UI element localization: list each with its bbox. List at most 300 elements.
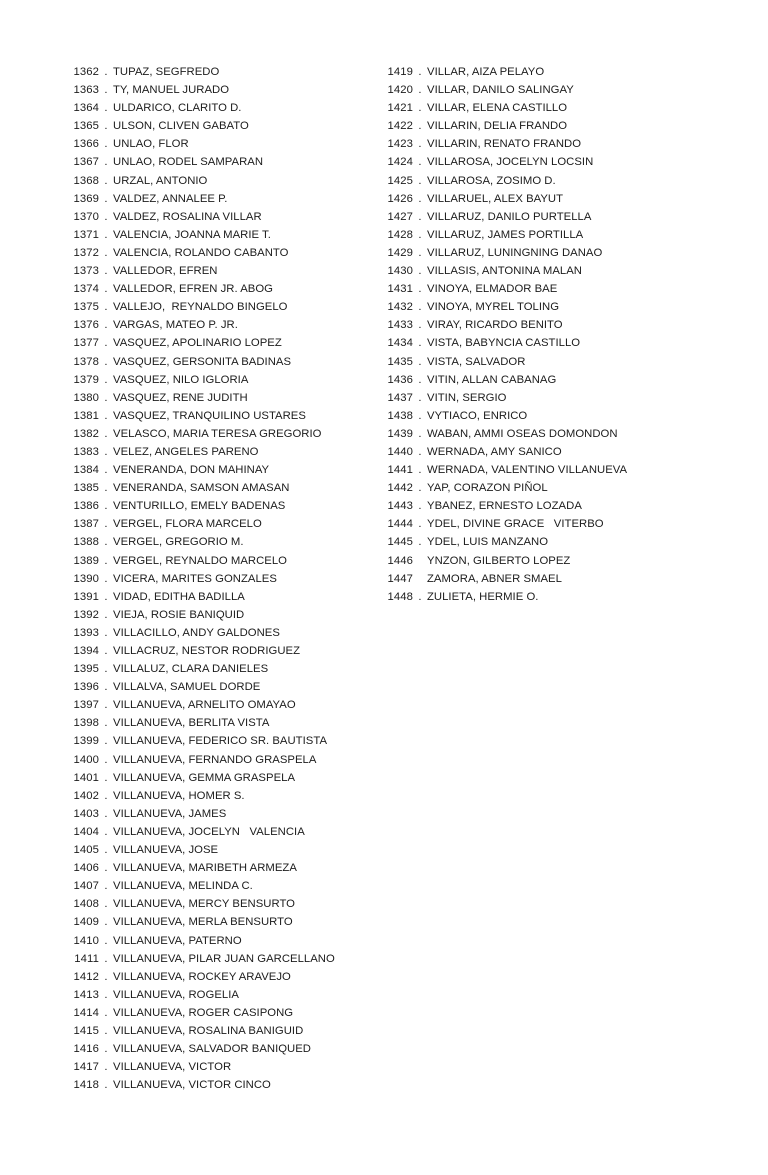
list-item [381,407,701,425]
list-item-name: WERNADA, AMY SANICO [427,445,562,458]
list-item-separator: . [104,500,108,513]
list-item-number: 1394 [73,645,99,657]
list-item-number: 1421 [387,102,413,115]
list-item [381,172,701,190]
list-item-separator: . [104,663,108,676]
list-item-separator: . [104,373,108,386]
list-item-number: 1426 [387,192,413,205]
list-item-name: VILLANUEVA, PILAR JUAN GARCELLANO [113,952,335,965]
list-item-number: 1363 [73,84,99,97]
list-item-separator: . [418,210,422,223]
name-list-column-left [67,63,367,1094]
list-item [67,986,367,1004]
list-item-separator: . [104,970,108,983]
list-item-number: 1370 [73,210,99,223]
list-item-name: YAP, CORAZON PIÑOL [427,482,548,495]
list-item-separator: . [104,554,108,567]
list-item-name: VIRAY, RICARDO BENITO [427,319,563,332]
list-item-separator: . [104,645,108,657]
list-item-separator: . [104,518,108,531]
list-item-name: ZULIETA, HERMIE O. [427,590,539,603]
list-item-name: UNLAO, RODEL SAMPARAN [113,156,264,169]
list-item [67,714,367,732]
list-item-separator: . [104,952,108,965]
list-item-name: VALLEDOR, EFREN [113,265,218,278]
list-item-separator: . [104,699,108,712]
list-item-separator: . [418,246,422,259]
list-item-separator: . [418,138,422,151]
list-item-number: 1410 [73,934,99,947]
list-item-name: WABAN, AMMI OSEAS DOMONDON [427,427,618,440]
list-item-separator: . [104,66,108,78]
list-item-separator: . [104,391,108,404]
list-item [67,135,367,153]
list-item-separator: . [104,427,108,440]
list-item-number: 1420 [387,84,413,97]
list-item [67,497,367,515]
list-item-number: 1418 [73,1079,99,1092]
list-item-name: VINOYA, ELMADOR BAE [427,283,558,296]
list-item-name: TUPAZ, SEGFREDO [113,66,220,78]
list-item-name: VILLANUEVA, ROSALINA BANIGUID [113,1024,304,1037]
list-item-separator: . [104,482,108,495]
list-item-number: 1415 [73,1024,99,1037]
list-item [67,1076,367,1094]
list-item-separator: . [104,1061,108,1074]
list-item-name: VILLARUEL, ALEX BAYUT [427,192,564,205]
list-item [381,81,701,99]
list-item-separator: . [104,898,108,911]
list-item-name: VENERANDA, SAMSON AMASAN [113,482,290,495]
list-item [67,461,367,479]
list-item-separator: . [104,608,108,621]
list-item-number: 1448 [387,590,413,603]
list-item-name: VERGEL, FLORA MARCELO [113,518,262,531]
list-item-name: VALDEZ, ROSALINA VILLAR [113,210,262,223]
list-item-number: 1417 [73,1061,99,1074]
list-item-separator: . [104,988,108,1001]
list-item-name: ZAMORA, ABNER SMAEL [427,572,562,585]
list-item-number: 1424 [387,156,413,169]
list-item-separator: . [418,84,422,97]
list-item-number: 1408 [73,898,99,911]
list-item-name: VILLARIN, DELIA FRANDO [427,120,568,133]
list-item [67,63,367,81]
list-item-name: VILLAR, DANILO SALINGAY [427,84,574,97]
list-item [67,913,367,931]
list-item [381,99,701,117]
list-item-number: 1374 [73,283,99,296]
list-item-name: VILLANUEVA, ROCKEY ARAVEJO [113,970,291,983]
list-item-separator: . [104,210,108,223]
list-item-number: 1366 [73,138,99,151]
list-item [67,226,367,244]
list-item [381,135,701,153]
list-item [381,280,701,298]
list-item-name: VELEZ, ANGELES PARENO [113,445,259,458]
list-item-name: VILLAROSA, ZOSIMO D. [427,174,556,187]
list-item-number: 1398 [73,717,99,730]
list-item [67,190,367,208]
list-item-number: 1392 [73,608,99,621]
list-item-separator: . [418,283,422,296]
list-item-name: VILLANUEVA, BERLITA VISTA [113,717,270,730]
list-item-separator: . [418,482,422,495]
list-item-separator: . [104,1043,108,1056]
list-item-separator: . [418,445,422,458]
list-item [381,425,701,443]
list-item [67,1040,367,1058]
list-item [67,769,367,787]
list-item-number: 1381 [73,409,99,422]
list-item-number: 1395 [73,663,99,676]
list-item-number: 1393 [73,626,99,639]
list-item-name: TY, MANUEL JURADO [113,84,230,97]
list-item [381,552,701,570]
list-item [67,99,367,117]
list-item-number: 1400 [73,753,99,766]
list-item-number: 1371 [73,228,99,241]
list-item-name: VIDAD, EDITHA BADILLA [113,590,245,603]
list-item-number: 1378 [73,355,99,368]
list-item-name: VERGEL, GREGORIO M. [113,536,244,549]
list-item-separator: . [418,102,422,115]
list-item [67,696,367,714]
list-item-name: VILLANUEVA, FEDERICO SR. BAUTISTA [113,735,328,748]
list-item-name: VELASCO, MARIA TERESA GREGORIO [113,427,322,440]
list-item-name: VILLARUZ, JAMES PORTILLA [427,228,584,241]
list-item-name: VILLAR, ELENA CASTILLO [427,102,568,115]
list-item [381,371,701,389]
list-item-name: VILLARUZ, LUNINGNING DANAO [427,246,603,259]
list-item-name: VILLANUEVA, SALVADOR BANIQUED [113,1043,311,1056]
list-item [67,841,367,859]
list-item [381,208,701,226]
list-item-separator: . [104,916,108,929]
list-item-separator: . [104,283,108,296]
list-item-separator: . [104,1006,108,1019]
list-item-name: VALENCIA, ROLANDO CABANTO [113,246,289,259]
list-item [67,262,367,280]
list-item-separator: . [104,1024,108,1037]
list-item-number: 1388 [73,536,99,549]
list-item-number: 1447 [387,572,413,585]
list-item-separator: . [104,319,108,332]
list-item-separator: . [104,464,108,477]
list-item-number: 1390 [73,572,99,585]
list-item [67,732,367,750]
list-item [67,1058,367,1076]
list-item-number: 1439 [387,427,413,440]
list-item-number: 1389 [73,554,99,567]
list-item-name: VILLANUEVA, VICTOR CINCO [113,1079,271,1092]
list-item [381,479,701,497]
list-item-number: 1377 [73,337,99,350]
list-item-number: 1367 [73,156,99,169]
list-item-separator: . [104,771,108,784]
list-item [381,316,701,334]
list-item [67,588,367,606]
list-item-name: VILLANUEVA, JOSE [113,844,219,857]
list-item-number: 1413 [73,988,99,1001]
list-item-separator: . [104,355,108,368]
list-item-name: YNZON, GILBERTO LOPEZ [427,554,571,567]
list-item-separator: . [104,174,108,187]
list-item-separator: . [104,572,108,585]
list-item [381,63,701,81]
list-item-separator: . [418,192,422,205]
list-item [381,190,701,208]
list-item-number: 1369 [73,192,99,205]
list-item [381,588,701,606]
list-item-name: VISTA, BABYNCIA CASTILLO [427,337,581,350]
list-item-separator: . [104,337,108,350]
list-item-name: VILLANUEVA, FERNANDO GRASPELA [113,753,317,766]
list-item-separator: . [104,825,108,838]
list-item [67,1022,367,1040]
list-item-separator: . [104,246,108,259]
list-item [67,805,367,823]
list-item-number: 1380 [73,391,99,404]
list-item [67,425,367,443]
list-item-name: VENERANDA, DON MAHINAY [113,464,270,477]
list-item-name: VILLANUEVA, MELINDA C. [113,880,253,893]
list-item-number: 1397 [73,699,99,712]
list-item-name: VASQUEZ, APOLINARIO LOPEZ [113,337,282,350]
list-item-name: UNLAO, FLOR [113,138,189,151]
list-item [381,353,701,371]
list-item-number: 1409 [73,916,99,929]
list-item [67,81,367,99]
list-item-separator: . [104,445,108,458]
list-item-separator: . [104,590,108,603]
list-item-separator: . [104,156,108,169]
list-item-separator: . [104,844,108,857]
list-item [67,624,367,642]
list-item-separator: . [104,807,108,820]
list-item-number: 1440 [387,445,413,458]
list-item [67,298,367,316]
list-item-separator: . [104,301,108,314]
list-item-number: 1433 [387,319,413,332]
list-item-number: 1402 [73,789,99,802]
list-item-separator: . [104,192,108,205]
list-item [381,443,701,461]
list-item-name: VITIN, SERGIO [427,391,507,404]
list-item-number: 1411 [74,952,99,965]
list-item [381,226,701,244]
list-item-number: 1364 [73,102,99,115]
list-item [67,407,367,425]
list-item [67,389,367,407]
list-item-name: VILLAROSA, JOCELYN LOCSIN [427,156,594,169]
list-item-name: VASQUEZ, TRANQUILINO USTARES [113,409,306,422]
list-item-number: 1373 [73,265,99,278]
list-item-name: VILLACRUZ, NESTOR RODRIGUEZ [113,645,301,657]
list-item [67,932,367,950]
list-item [67,950,367,968]
list-item-separator: . [104,789,108,802]
list-item-number: 1444 [387,518,413,531]
list-item-name: VIEJA, ROSIE BANIQUID [113,608,245,621]
list-item-separator: . [104,228,108,241]
list-item-number: 1438 [387,409,413,422]
list-item-separator: . [104,717,108,730]
list-item-number: 1435 [387,355,413,368]
list-item-name: VILLANUEVA, MERCY BENSURTO [113,898,296,911]
list-item [67,443,367,461]
list-item-separator: . [104,84,108,97]
name-list-column-right [381,63,701,606]
list-item-number: 1432 [387,301,413,314]
list-item [67,606,367,624]
list-item [67,1004,367,1022]
list-item-name: VILLANUEVA, MARIBETH ARMEZA [113,862,297,875]
list-item-name: VILLAR, AIZA PELAYO [427,66,545,78]
list-item-separator: . [418,120,422,133]
list-item-number: 1419 [387,66,413,78]
list-item-separator: . [418,536,422,549]
list-item-name: VILLARUZ, DANILO PURTELLA [427,210,592,223]
list-item-name: VASQUEZ, GERSONITA BADINAS [113,355,292,368]
list-item-number: 1437 [387,391,413,404]
list-item-number: 1443 [387,500,413,513]
list-item-name: VILLALUZ, CLARA DANIELES [113,663,269,676]
list-item-number: 1406 [73,862,99,875]
list-item-name: VARGAS, MATEO P. JR. [113,319,238,332]
list-item-number: 1396 [73,681,99,694]
list-item-number: 1412 [73,970,99,983]
list-item-name: VALLEDOR, EFREN JR. ABOG [113,283,273,296]
list-item-number: 1430 [387,265,413,278]
list-item [67,823,367,841]
list-item-name: VILLANUEVA, GEMMA GRASPELA [113,771,296,784]
list-item-number: 1442 [387,482,413,495]
list-item [67,280,367,298]
list-item-number: 1405 [73,844,99,857]
list-item-separator: . [418,500,422,513]
list-item [381,533,701,551]
list-item-name: WERNADA, VALENTINO VILLANUEVA [427,464,628,477]
list-item-name: VINOYA, MYREL TOLING [427,301,560,314]
list-item-name: YDEL, DIVINE GRACE VITERBO [427,518,604,531]
list-item-number: 1384 [73,464,99,477]
list-item-number: 1376 [73,319,99,332]
list-item [381,461,701,479]
list-item-name: VILLANUEVA, ROGELIA [113,988,239,1001]
list-item-number: 1436 [387,373,413,386]
list-item-separator: . [418,590,422,603]
list-item-separator: . [104,265,108,278]
list-item-separator: . [418,156,422,169]
list-item [67,153,367,171]
list-item [381,153,701,171]
list-item-separator: . [418,301,422,314]
list-item [67,371,367,389]
list-item [67,570,367,588]
list-item-name: VASQUEZ, NILO IGLORIA [113,373,249,386]
list-item-name: VILLANUEVA, HOMER S. [113,789,245,802]
list-item [67,353,367,371]
list-item-number: 1379 [73,373,99,386]
list-item-separator: . [104,1079,108,1092]
list-item-name: YBANEZ, ERNESTO LOZADA [427,500,582,513]
list-item-name: VITIN, ALLAN CABANAG [427,373,557,386]
list-item-number: 1427 [387,210,413,223]
list-item [67,479,367,497]
list-item-number: 1414 [73,1006,99,1019]
list-item [67,533,367,551]
name-list-columns [0,63,768,1094]
list-item-name: VALENCIA, JOANNA MARIE T. [113,228,271,241]
list-item-number: 1431 [387,283,413,296]
list-item-number: 1441 [387,464,413,477]
list-item [67,244,367,262]
list-item-separator: . [104,409,108,422]
list-item [381,389,701,407]
list-item-number: 1425 [387,174,413,187]
list-item-separator: . [104,138,108,151]
list-item-separator: . [104,626,108,639]
list-item-name: VILLALVA, SAMUEL DORDE [113,681,261,694]
list-item [381,262,701,280]
list-item [381,244,701,262]
list-item-separator: . [104,120,108,133]
list-item [381,298,701,316]
list-item-separator: . [418,337,422,350]
list-item-name: VILLANUEVA, ROGER CASIPONG [113,1006,294,1019]
list-item-number: 1399 [73,735,99,748]
list-item-number: 1375 [73,301,99,314]
list-item [67,678,367,696]
list-item-number: 1434 [387,337,413,350]
list-item [381,334,701,352]
list-item-number: 1387 [73,518,99,531]
list-item-name: VILLANUEVA, JOCELYN VALENCIA [113,825,305,838]
list-item-separator: . [418,319,422,332]
list-item [67,642,367,660]
list-item [67,515,367,533]
list-item-separator: . [418,228,422,241]
list-item-separator: . [104,934,108,947]
list-item-number: 1385 [73,482,99,495]
list-item-name: VILLANUEVA, MERLA BENSURTO [113,916,293,929]
list-item-name: YDEL, LUIS MANZANO [427,536,549,549]
list-item-number: 1429 [387,246,413,259]
list-item-number: 1404 [73,825,99,838]
list-item-separator: . [418,174,422,187]
list-item [67,877,367,895]
list-item-separator: . [104,880,108,893]
list-item-name: VALLEJO, REYNALDO BINGELO [113,301,288,314]
list-item-separator: . [418,355,422,368]
list-item [67,172,367,190]
list-item-number: 1428 [387,228,413,241]
list-item [381,117,701,135]
list-item-separator: . [418,373,422,386]
list-item-number: 1446 [387,554,413,567]
list-item [67,552,367,570]
list-item-name: VASQUEZ, RENE JUDITH [113,391,248,404]
list-item [67,316,367,334]
list-item-name: VILLANUEVA, JAMES [113,807,227,820]
list-item-name: VENTURILLO, EMELY BADENAS [113,500,286,513]
list-item-separator: . [104,536,108,549]
list-item-number: 1423 [387,138,413,151]
list-item-name: VYTIACO, ENRICO [427,409,528,422]
list-item-number: 1407 [73,880,99,893]
list-item-name: VILLANUEVA, ARNELITO OMAYAO [113,699,296,712]
